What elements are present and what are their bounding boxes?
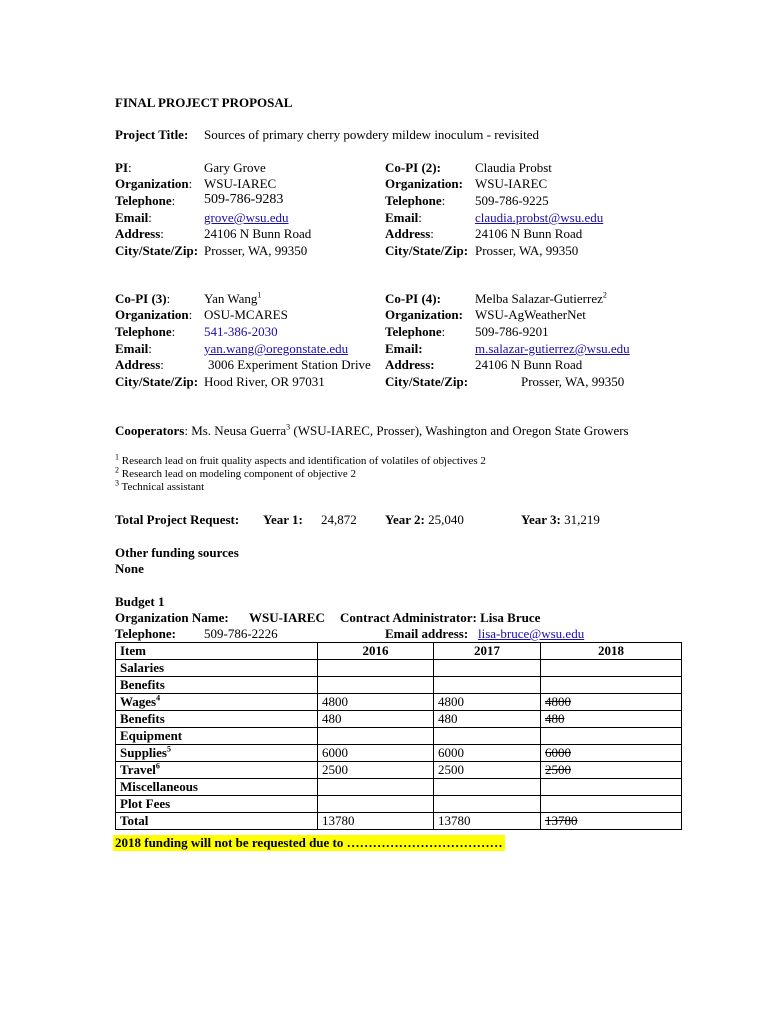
cell-2017: [434, 677, 541, 694]
contract-administrator: Contract Administrator: Lisa Bruce: [340, 610, 541, 625]
copi2-name: Claudia Probst: [475, 160, 552, 175]
copi2-addr: 24106 N Bunn Road: [475, 226, 583, 241]
copi3-email-label: Email:: [115, 341, 152, 356]
pi-city: Prosser, WA, 99350: [204, 243, 308, 258]
cell-2016: 6000: [318, 745, 434, 762]
column-header: 2016: [318, 643, 434, 660]
cell-2017: [434, 796, 541, 813]
pi-city-label: City/State/Zip:: [115, 243, 199, 258]
row-item: Total: [116, 813, 318, 830]
copi2-city-label: City/State/Zip:: [385, 243, 469, 258]
pi-org: WSU-IAREC: [204, 176, 277, 191]
copi4-tel-label: Telephone:: [385, 324, 446, 339]
footnote: $^3$ Technical assistant: [115, 478, 205, 493]
copi2-tel: 509-786-9225: [475, 193, 549, 208]
year2: Year 2: 25,040: [385, 512, 464, 527]
pi-label: PI: [115, 160, 128, 175]
cell-2016: 480: [318, 711, 434, 728]
cell-2016: [318, 796, 434, 813]
other-funding-label: Other funding sources: [115, 545, 239, 560]
copi2-email-link[interactable]: claudia.probst@wsu.edu: [475, 210, 604, 225]
pi-addr: 24106 N Bunn Road: [204, 226, 312, 241]
copi4-name: Melba Salazar-Gutierrez$^2$: [475, 290, 607, 306]
row-item: Benefits: [116, 677, 318, 694]
funding-note-highlight: 2018 funding will not be requested due to ………………………………: [115, 835, 503, 850]
pi-org-label: Organization:: [115, 176, 193, 191]
table-row: [116, 745, 682, 762]
cell-2018: [541, 779, 682, 796]
table-row: [116, 694, 682, 711]
cell-2017: 2500: [434, 762, 541, 779]
budget-title: Budget 1: [115, 594, 165, 609]
table-header-row: [116, 643, 682, 660]
pi-email-link[interactable]: grove@wsu.edu: [204, 210, 289, 225]
project-title-value: Sources of primary cherry powdery mildew inoculum - revisited: [204, 127, 540, 142]
cell-2018: 2500: [541, 762, 682, 779]
cell-2017: 480: [434, 711, 541, 728]
copi3-addr: 3006 Experiment Station Drive: [208, 357, 371, 372]
cell-2017: [434, 660, 541, 677]
table-row: [116, 728, 682, 745]
copi3-name: Yan Wang$^1$: [204, 290, 262, 306]
row-item: Miscellaneous: [116, 779, 318, 796]
copi3-city: Hood River, OR 97031: [204, 374, 325, 389]
cell-2018: 6000: [541, 745, 682, 762]
footnote: $^2$ Research lead on modeling component of objective 2: [115, 465, 357, 480]
budget-email-link[interactable]: lisa-bruce@wsu.edu: [478, 626, 585, 641]
budget-tel-value: 509-786-2226: [204, 626, 278, 641]
year1-label: Year 1:: [263, 512, 303, 527]
pi-tel-label: Telephone:: [115, 193, 176, 208]
copi4-org: WSU-AgWeatherNet: [475, 307, 586, 322]
table-row: [116, 677, 682, 694]
table-row: [116, 762, 682, 779]
cell-2017: [434, 779, 541, 796]
table-row-total: [116, 813, 682, 830]
pi-addr-label: Address:: [115, 226, 164, 241]
row-item: Salaries: [116, 660, 318, 677]
column-header: 2018: [541, 643, 682, 660]
budget-tel-label: Telephone:: [115, 626, 176, 641]
copi4-email-link[interactable]: m.salazar-gutierrez@wsu.edu: [475, 341, 630, 356]
copi3-org-label: Organization:: [115, 307, 193, 322]
year1-value: 24,872: [321, 512, 357, 527]
cell-2018: 4800: [541, 694, 682, 711]
copi2-email-label: Email:: [385, 210, 422, 225]
pi-name: Gary Grove: [204, 160, 266, 175]
copi4-city-label: City/State/Zip:: [385, 374, 469, 389]
pi-tel: 509-786-9283: [204, 192, 284, 207]
copi2-addr-label: Address:: [385, 226, 434, 241]
cell-2016: [318, 660, 434, 677]
copi4-label: Co-PI (4):: [385, 291, 441, 306]
table-row: [116, 660, 682, 677]
copi3-label: Co-PI (3): [115, 291, 167, 306]
row-item: Supplies$^5$: [116, 745, 318, 762]
budget-org-label: Organization Name:: [115, 610, 229, 625]
copi3-email-link[interactable]: yan.wang@oregonstate.edu: [204, 341, 349, 356]
budget-email-label: Email address:: [385, 626, 469, 641]
cell-2016: 13780: [318, 813, 434, 830]
copi2-city: Prosser, WA, 99350: [475, 243, 579, 258]
copi2-org: WSU-IAREC: [475, 176, 548, 191]
copi2-org-label: Organization:: [385, 176, 463, 191]
cell-2018: 13780: [541, 813, 682, 830]
copi3-tel: 541-386-2030: [204, 324, 278, 339]
row-item: Benefits: [116, 711, 318, 728]
copi4-org-label: Organization:: [385, 307, 463, 322]
cell-2018: [541, 796, 682, 813]
column-header: 2017: [434, 643, 541, 660]
pi-email-label: Email:: [115, 210, 152, 225]
table-row: [116, 711, 682, 728]
cell-2018: [541, 728, 682, 745]
row-item: Travel$^6$: [116, 762, 318, 779]
cell-2017: 13780: [434, 813, 541, 830]
budget-org-value: WSU-IAREC: [249, 610, 325, 625]
copi3-tel-label: Telephone:: [115, 324, 176, 339]
copi4-addr: 24106 N Bunn Road: [475, 357, 583, 372]
cell-2017: 4800: [434, 694, 541, 711]
row-item: Wages$^4$: [116, 694, 318, 711]
budget-table: [115, 642, 682, 830]
document-title: FINAL PROJECT PROPOSAL: [115, 95, 293, 110]
cell-2016: [318, 728, 434, 745]
column-header: Item: [116, 643, 318, 660]
cell-2017: 6000: [434, 745, 541, 762]
copi4-email-label: Email:: [385, 341, 423, 356]
table-row: [116, 779, 682, 796]
cooperators-line: Cooperators: Ms. Neusa Guerra$^3$ (WSU-IAREC, Prosser), Washington and Oregon State Growers: [115, 422, 629, 438]
cooperators-label: Cooperators: [115, 423, 185, 438]
footnote: $^1$ Research lead on fruit quality aspects and identification of volatiles of objectives 2: [115, 452, 486, 467]
copi2-label: Co-PI (2):: [385, 160, 441, 175]
cell-2017: [434, 728, 541, 745]
copi4-tel: 509-786-9201: [475, 324, 549, 339]
cell-2016: 2500: [318, 762, 434, 779]
copi3-city-label: City/State/Zip:: [115, 374, 199, 389]
copi4-city: Prosser, WA, 99350: [521, 374, 625, 389]
row-item: Equipment: [116, 728, 318, 745]
cell-2016: [318, 677, 434, 694]
cell-2018: [541, 660, 682, 677]
copi2-tel-label: Telephone:: [385, 193, 446, 208]
row-item: Plot Fees: [116, 796, 318, 813]
cell-2016: [318, 779, 434, 796]
copi4-addr-label: Address:: [385, 357, 435, 372]
other-funding-value: None: [115, 561, 144, 576]
year3: Year 3: 31,219: [521, 512, 600, 527]
cell-2016: 4800: [318, 694, 434, 711]
project-title-label: Project Title:: [115, 127, 189, 142]
copi3-org: OSU-MCARES: [204, 307, 288, 322]
table-row: [116, 796, 682, 813]
cell-2018: [541, 677, 682, 694]
copi3-addr-label: Address:: [115, 357, 164, 372]
total-request-label: Total Project Request:: [115, 512, 240, 527]
cell-2018: 480: [541, 711, 682, 728]
